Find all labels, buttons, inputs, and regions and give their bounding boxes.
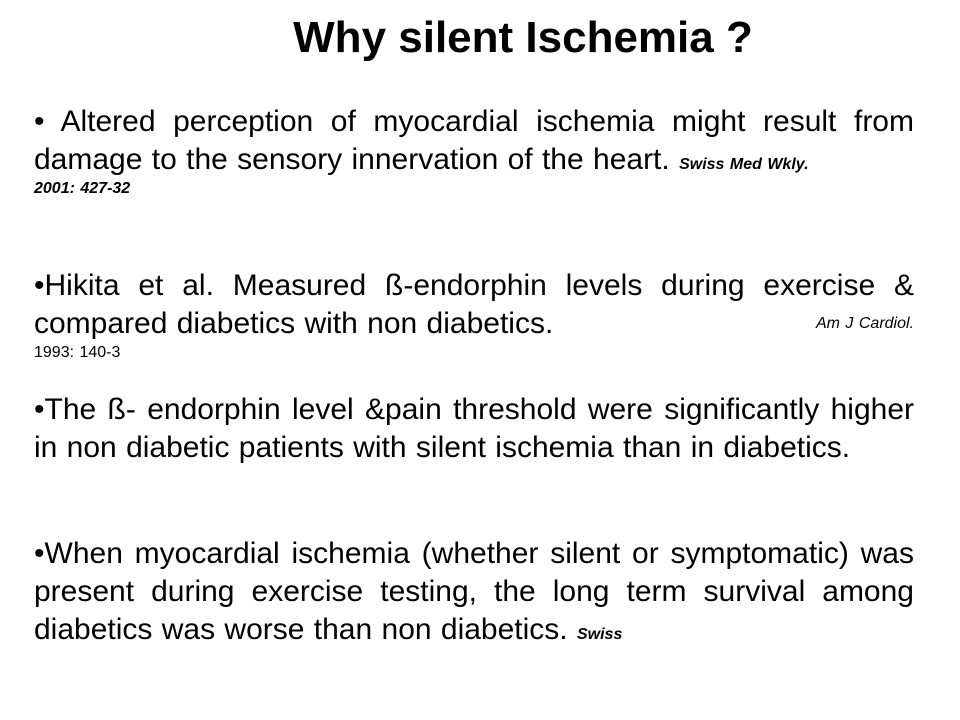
citation-journal: Am J Cardiol.	[815, 315, 914, 332]
bullet-marker: •	[34, 105, 61, 138]
citation-year-pages: 2001: 427-32	[34, 180, 131, 197]
spacer	[34, 467, 914, 535]
citation-journal: Swiss Med Wkly.	[679, 156, 809, 173]
bullet-text: When myocardial ischemia (whether silent or symptomatic) was present during exercise testing, the long term survival among diabetics was worse than non diabetics.	[34, 537, 914, 646]
citation-journal: Swiss	[576, 626, 623, 643]
bullet-text: Altered perception of myocardial ischemia might result from damage to the sensory innervation of the heart.	[34, 105, 914, 176]
bullet-marker: •	[34, 537, 45, 570]
bullet-marker: •	[34, 269, 45, 302]
bullet-item-2	[34, 267, 914, 363]
spacer	[34, 363, 914, 391]
spacer	[34, 199, 914, 267]
bullet-item-4	[34, 535, 914, 649]
bullet-text: Hikita et al. Measured ß-endorphin levels during exercise & compared diabetics with non diabetics.	[34, 269, 914, 340]
bullet-marker: •	[34, 393, 45, 426]
bullet-item-1	[34, 103, 914, 199]
slide-content	[34, 103, 914, 649]
slide-title: Why silent Ischemia ?	[293, 13, 753, 62]
citation-year-pages: 1993: 140-3	[34, 344, 121, 361]
bullet-text: The ß- endorphin level &pain threshold were significantly higher in non diabetic patients with silent ischemia than in diabetics.	[34, 393, 914, 464]
bullet-item-3	[34, 391, 914, 467]
